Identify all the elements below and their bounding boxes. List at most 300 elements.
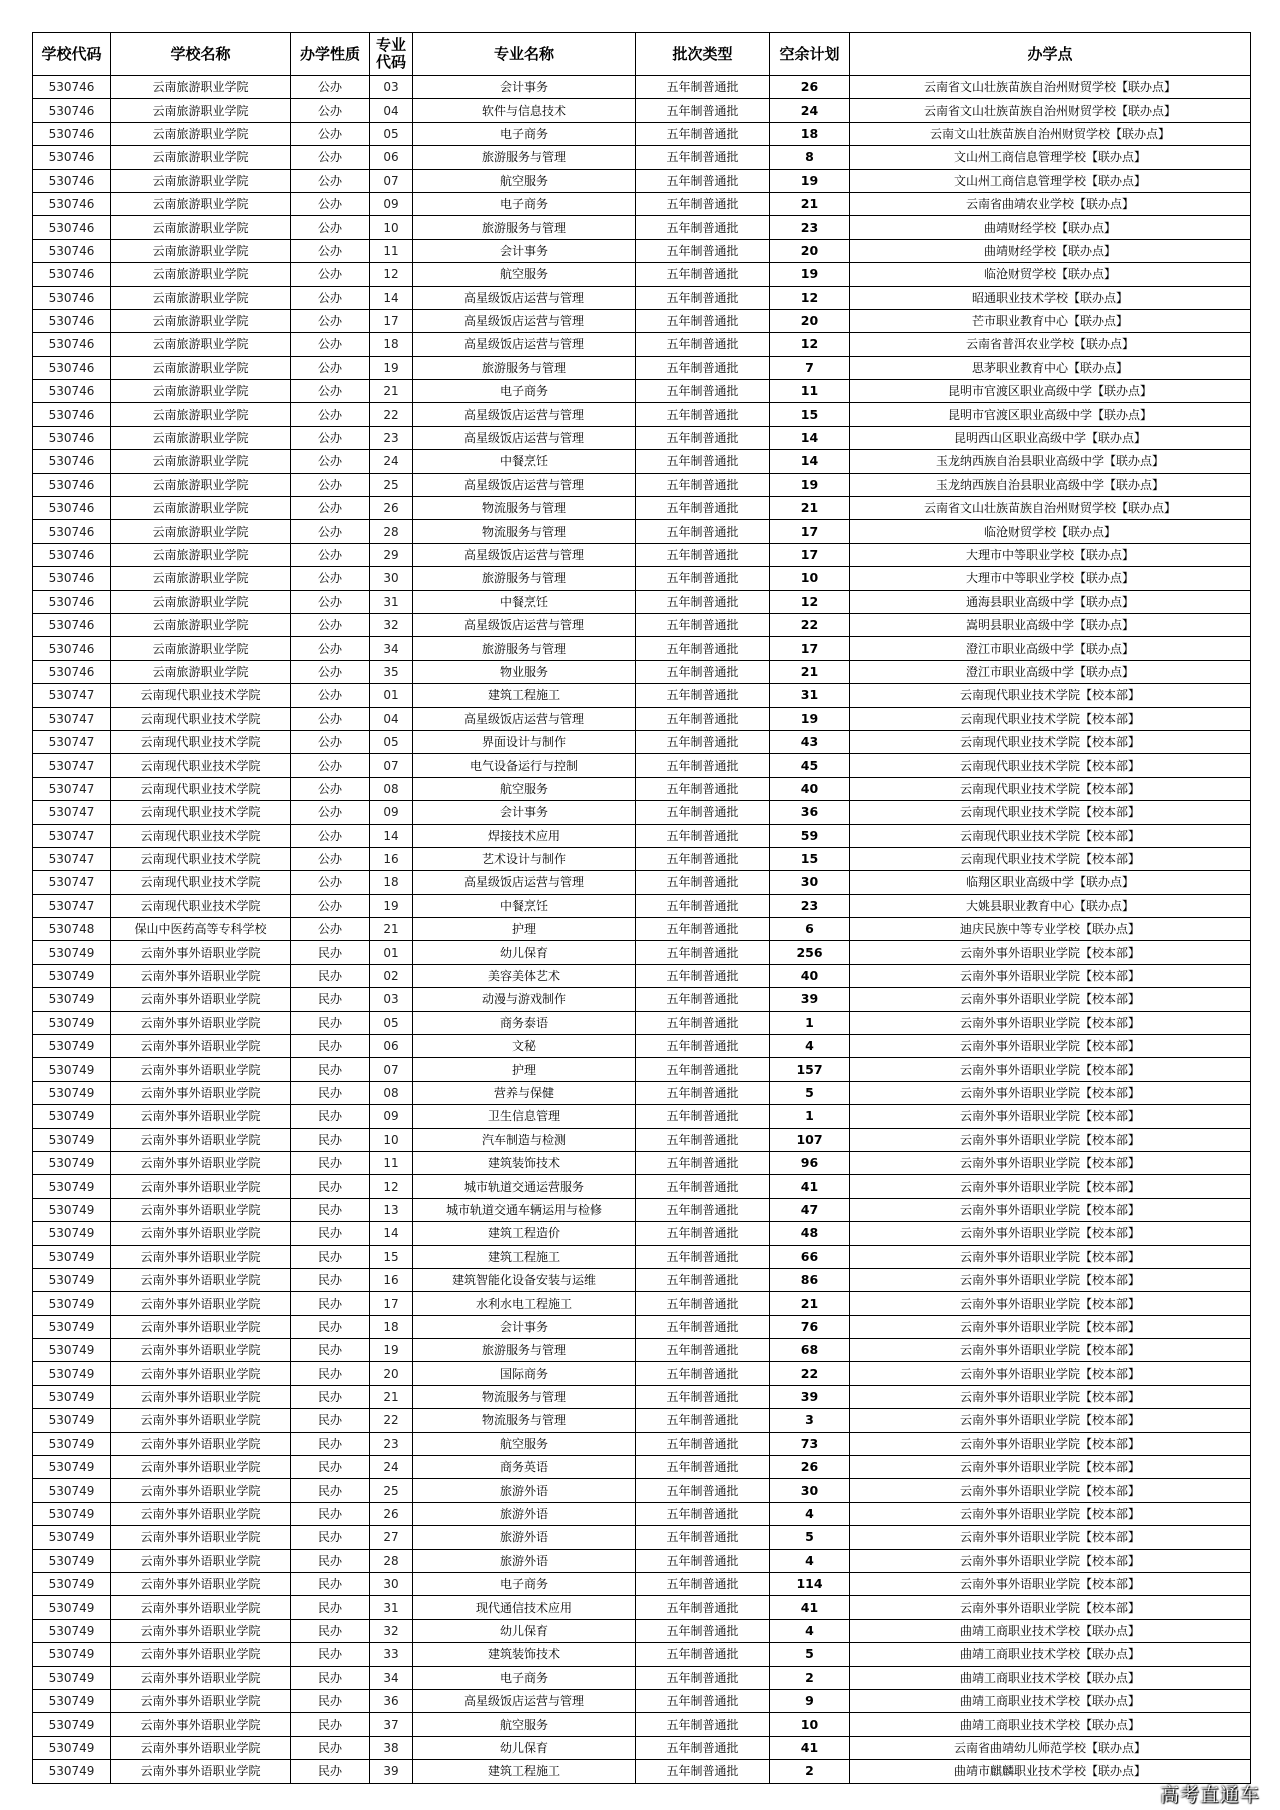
cell-campus: 曲靖财经学校【联办点】: [850, 216, 1251, 239]
cell-school-type: 民办: [291, 1128, 370, 1151]
cell-batch-type: 五年制普通批: [636, 1760, 770, 1783]
cell-campus: 云南外事外语职业学院【校本部】: [850, 1362, 1251, 1385]
cell-remaining-plan: 12: [770, 286, 850, 309]
cell-major-name: 建筑工程施工: [413, 1245, 636, 1268]
cell-batch-type: 五年制普通批: [636, 1502, 770, 1525]
cell-campus: 云南外事外语职业学院【校本部】: [850, 988, 1251, 1011]
cell-remaining-plan: 107: [770, 1128, 850, 1151]
cell-school-name: 云南外事外语职业学院: [111, 1011, 291, 1034]
cell-campus: 云南外事外语职业学院【校本部】: [850, 1222, 1251, 1245]
cell-remaining-plan: 4: [770, 1502, 850, 1525]
cell-school-type: 公办: [291, 473, 370, 496]
table-row: [33, 1713, 1251, 1736]
cell-remaining-plan: 19: [770, 263, 850, 286]
cell-school-code: 530746: [33, 637, 111, 660]
cell-major-code: 36: [370, 1689, 413, 1712]
cell-campus: 云南现代职业技术学院【校本部】: [850, 730, 1251, 753]
cell-campus: 云南外事外语职业学院【校本部】: [850, 1549, 1251, 1572]
cell-school-name: 云南外事外语职业学院: [111, 1058, 291, 1081]
table-row: [33, 1385, 1251, 1408]
cell-school-code: 530749: [33, 1502, 111, 1525]
cell-school-type: 民办: [291, 1175, 370, 1198]
cell-remaining-plan: 5: [770, 1643, 850, 1666]
table-row: [33, 1011, 1251, 1034]
cell-school-code: 530749: [33, 1549, 111, 1572]
cell-major-name: 航空服务: [413, 1713, 636, 1736]
cell-school-type: 民办: [291, 1385, 370, 1408]
table-row: [33, 76, 1251, 99]
cell-school-type: 民办: [291, 1292, 370, 1315]
cell-major-code: 26: [370, 1502, 413, 1525]
cell-school-code: 530746: [33, 380, 111, 403]
cell-batch-type: 五年制普通批: [636, 1292, 770, 1315]
cell-major-name: 建筑智能化设备安装与运维: [413, 1268, 636, 1291]
cell-major-code: 26: [370, 497, 413, 520]
cell-major-name: 焊接技术应用: [413, 824, 636, 847]
cell-major-code: 09: [370, 192, 413, 215]
table-row: [33, 660, 1251, 683]
table-row: [33, 122, 1251, 145]
cell-school-type: 民办: [291, 1362, 370, 1385]
table-row: [33, 777, 1251, 800]
cell-major-name: 电子商务: [413, 1666, 636, 1689]
cell-campus: 云南现代职业技术学院【校本部】: [850, 824, 1251, 847]
cell-batch-type: 五年制普通批: [636, 309, 770, 332]
table-row: [33, 1736, 1251, 1759]
cell-major-code: 31: [370, 1596, 413, 1619]
cell-school-name: 云南旅游职业学院: [111, 380, 291, 403]
cell-batch-type: 五年制普通批: [636, 824, 770, 847]
cell-batch-type: 五年制普通批: [636, 1385, 770, 1408]
cell-school-code: 530749: [33, 1526, 111, 1549]
cell-major-name: 旅游服务与管理: [413, 1339, 636, 1362]
cell-remaining-plan: 26: [770, 1456, 850, 1479]
cell-major-name: 会计事务: [413, 801, 636, 824]
cell-major-name: 建筑装饰技术: [413, 1151, 636, 1174]
table-row: [33, 146, 1251, 169]
cell-school-type: 民办: [291, 1596, 370, 1619]
cell-school-name: 云南外事外语职业学院: [111, 1456, 291, 1479]
cell-school-name: 云南旅游职业学院: [111, 99, 291, 122]
cell-campus: 云南现代职业技术学院【校本部】: [850, 777, 1251, 800]
cell-school-type: 民办: [291, 1713, 370, 1736]
cell-remaining-plan: 5: [770, 1081, 850, 1104]
cell-school-code: 530746: [33, 613, 111, 636]
cell-school-type: 民办: [291, 1689, 370, 1712]
table-row: [33, 403, 1251, 426]
cell-major-code: 18: [370, 1315, 413, 1338]
cell-remaining-plan: 40: [770, 777, 850, 800]
cell-school-name: 云南外事外语职业学院: [111, 1175, 291, 1198]
cell-school-type: 民办: [291, 1339, 370, 1362]
cell-school-type: 公办: [291, 894, 370, 917]
cell-major-name: 中餐烹饪: [413, 590, 636, 613]
cell-remaining-plan: 12: [770, 590, 850, 613]
cell-remaining-plan: 22: [770, 1362, 850, 1385]
cell-remaining-plan: 21: [770, 192, 850, 215]
cell-school-name: 云南旅游职业学院: [111, 286, 291, 309]
cell-school-name: 云南外事外语职业学院: [111, 1035, 291, 1058]
table-row: [33, 497, 1251, 520]
cell-school-type: 公办: [291, 637, 370, 660]
cell-school-type: 民办: [291, 1456, 370, 1479]
cell-major-code: 18: [370, 871, 413, 894]
cell-school-type: 公办: [291, 356, 370, 379]
cell-school-name: 云南旅游职业学院: [111, 76, 291, 99]
cell-campus: 芒市职业教育中心【联办点】: [850, 309, 1251, 332]
cell-major-name: 幼儿保育: [413, 1736, 636, 1759]
cell-batch-type: 五年制普通批: [636, 1058, 770, 1081]
cell-major-name: 物流服务与管理: [413, 520, 636, 543]
cell-school-name: 云南外事外语职业学院: [111, 1760, 291, 1783]
table-row: [33, 730, 1251, 753]
cell-school-code: 530746: [33, 99, 111, 122]
cell-batch-type: 五年制普通批: [636, 590, 770, 613]
cell-remaining-plan: 15: [770, 847, 850, 870]
cell-batch-type: 五年制普通批: [636, 76, 770, 99]
cell-remaining-plan: 5: [770, 1526, 850, 1549]
cell-school-name: 云南外事外语职业学院: [111, 1526, 291, 1549]
cell-campus: 云南外事外语职业学院【校本部】: [850, 1502, 1251, 1525]
cell-school-name: 云南外事外语职业学院: [111, 1222, 291, 1245]
cell-remaining-plan: 26: [770, 76, 850, 99]
cell-major-name: 物流服务与管理: [413, 497, 636, 520]
table-row: [33, 426, 1251, 449]
cell-batch-type: 五年制普通批: [636, 497, 770, 520]
cell-school-name: 云南旅游职业学院: [111, 239, 291, 262]
table-row: [33, 590, 1251, 613]
cell-campus: 嵩明县职业高级中学【联办点】: [850, 613, 1251, 636]
cell-campus: 云南外事外语职业学院【校本部】: [850, 1385, 1251, 1408]
table-row: [33, 684, 1251, 707]
header-major-name: 专业名称: [413, 33, 636, 76]
cell-school-name: 云南外事外语职业学院: [111, 1713, 291, 1736]
cell-major-name: 会计事务: [413, 239, 636, 262]
cell-remaining-plan: 23: [770, 216, 850, 239]
cell-major-code: 05: [370, 730, 413, 753]
cell-remaining-plan: 30: [770, 1479, 850, 1502]
cell-school-code: 530749: [33, 1081, 111, 1104]
cell-campus: 云南外事外语职业学院【校本部】: [850, 1105, 1251, 1128]
cell-major-code: 25: [370, 473, 413, 496]
table-row: [33, 1502, 1251, 1525]
table-row: [33, 1268, 1251, 1291]
cell-school-name: 云南外事外语职业学院: [111, 1736, 291, 1759]
cell-major-name: 高星级饭店运营与管理: [413, 333, 636, 356]
cell-school-type: 民办: [291, 988, 370, 1011]
cell-school-name: 云南旅游职业学院: [111, 613, 291, 636]
cell-major-name: 电气设备运行与控制: [413, 754, 636, 777]
cell-major-code: 15: [370, 1245, 413, 1268]
cell-batch-type: 五年制普通批: [636, 380, 770, 403]
cell-major-code: 27: [370, 1526, 413, 1549]
cell-school-type: 公办: [291, 239, 370, 262]
cell-remaining-plan: 157: [770, 1058, 850, 1081]
cell-remaining-plan: 73: [770, 1432, 850, 1455]
cell-school-type: 民办: [291, 1105, 370, 1128]
cell-school-name: 云南现代职业技术学院: [111, 824, 291, 847]
cell-major-code: 28: [370, 1549, 413, 1572]
cell-school-type: 公办: [291, 520, 370, 543]
cell-major-code: 29: [370, 543, 413, 566]
cell-school-name: 云南外事外语职业学院: [111, 1666, 291, 1689]
cell-major-code: 21: [370, 380, 413, 403]
cell-major-name: 航空服务: [413, 777, 636, 800]
cell-school-type: 民办: [291, 1011, 370, 1034]
table-row: [33, 1760, 1251, 1783]
cell-batch-type: 五年制普通批: [636, 988, 770, 1011]
cell-school-type: 民办: [291, 1526, 370, 1549]
cell-batch-type: 五年制普通批: [636, 403, 770, 426]
cell-campus: 云南外事外语职业学院【校本部】: [850, 1409, 1251, 1432]
cell-school-code: 530746: [33, 473, 111, 496]
cell-major-name: 物流服务与管理: [413, 1409, 636, 1432]
cell-major-code: 08: [370, 1081, 413, 1104]
cell-major-name: 文秘: [413, 1035, 636, 1058]
table-row: [33, 450, 1251, 473]
cell-school-name: 云南旅游职业学院: [111, 567, 291, 590]
table-row: [33, 988, 1251, 1011]
cell-remaining-plan: 17: [770, 637, 850, 660]
cell-campus: 云南外事外语职业学院【校本部】: [850, 1011, 1251, 1034]
cell-major-name: 航空服务: [413, 169, 636, 192]
cell-campus: 玉龙纳西族自治县职业高级中学【联办点】: [850, 473, 1251, 496]
cell-campus: 文山州工商信息管理学校【联办点】: [850, 146, 1251, 169]
cell-remaining-plan: 59: [770, 824, 850, 847]
cell-batch-type: 五年制普通批: [636, 1362, 770, 1385]
cell-batch-type: 五年制普通批: [636, 894, 770, 917]
table-row: [33, 964, 1251, 987]
cell-major-code: 03: [370, 76, 413, 99]
table-row: [33, 309, 1251, 332]
cell-campus: 临翔区职业高级中学【联办点】: [850, 871, 1251, 894]
cell-batch-type: 五年制普通批: [636, 1643, 770, 1666]
cell-campus: 昆明西山区职业高级中学【联办点】: [850, 426, 1251, 449]
cell-major-name: 会计事务: [413, 76, 636, 99]
cell-major-code: 07: [370, 754, 413, 777]
cell-major-name: 旅游外语: [413, 1479, 636, 1502]
cell-school-name: 云南旅游职业学院: [111, 216, 291, 239]
cell-school-type: 公办: [291, 76, 370, 99]
cell-major-code: 11: [370, 1151, 413, 1174]
cell-school-code: 530749: [33, 1385, 111, 1408]
cell-campus: 云南外事外语职业学院【校本部】: [850, 1035, 1251, 1058]
cell-campus: 云南外事外语职业学院【校本部】: [850, 1128, 1251, 1151]
cell-batch-type: 五年制普通批: [636, 918, 770, 941]
cell-batch-type: 五年制普通批: [636, 1573, 770, 1596]
cell-school-name: 云南旅游职业学院: [111, 333, 291, 356]
cell-school-type: 公办: [291, 333, 370, 356]
cell-major-name: 建筑工程造价: [413, 1222, 636, 1245]
cell-school-code: 530749: [33, 1643, 111, 1666]
table-row: [33, 1175, 1251, 1198]
cell-major-name: 高星级饭店运营与管理: [413, 707, 636, 730]
cell-major-code: 17: [370, 1292, 413, 1315]
cell-school-code: 530749: [33, 1573, 111, 1596]
cell-school-code: 530746: [33, 286, 111, 309]
table-row: [33, 613, 1251, 636]
table-row: [33, 1362, 1251, 1385]
table-row: [33, 1151, 1251, 1174]
cell-major-name: 航空服务: [413, 263, 636, 286]
table-row: [33, 380, 1251, 403]
cell-major-code: 16: [370, 1268, 413, 1291]
header-school-code: 学校代码: [33, 33, 111, 76]
cell-school-type: 公办: [291, 543, 370, 566]
cell-school-name: 云南外事外语职业学院: [111, 1502, 291, 1525]
cell-school-name: 云南旅游职业学院: [111, 426, 291, 449]
cell-batch-type: 五年制普通批: [636, 146, 770, 169]
cell-school-code: 530747: [33, 847, 111, 870]
cell-remaining-plan: 30: [770, 871, 850, 894]
cell-batch-type: 五年制普通批: [636, 1198, 770, 1221]
cell-school-type: 民办: [291, 1619, 370, 1642]
cell-school-name: 云南外事外语职业学院: [111, 1596, 291, 1619]
cell-remaining-plan: 66: [770, 1245, 850, 1268]
cell-school-type: 民办: [291, 1245, 370, 1268]
cell-major-code: 22: [370, 1409, 413, 1432]
table-row: [33, 637, 1251, 660]
cell-campus: 曲靖财经学校【联办点】: [850, 239, 1251, 262]
cell-school-name: 云南现代职业技术学院: [111, 871, 291, 894]
cell-school-name: 云南现代职业技术学院: [111, 777, 291, 800]
cell-school-type: 民办: [291, 1643, 370, 1666]
cell-major-name: 建筑工程施工: [413, 684, 636, 707]
cell-major-name: 电子商务: [413, 1573, 636, 1596]
cell-major-name: 商务泰语: [413, 1011, 636, 1034]
cell-remaining-plan: 1: [770, 1105, 850, 1128]
cell-major-name: 卫生信息管理: [413, 1105, 636, 1128]
cell-school-name: 云南外事外语职业学院: [111, 1362, 291, 1385]
cell-remaining-plan: 36: [770, 801, 850, 824]
cell-remaining-plan: 4: [770, 1035, 850, 1058]
cell-school-type: 民办: [291, 1409, 370, 1432]
cell-major-name: 高星级饭店运营与管理: [413, 871, 636, 894]
cell-major-name: 高星级饭店运营与管理: [413, 286, 636, 309]
cell-school-code: 530746: [33, 239, 111, 262]
watermark: 高考直通车: [1159, 1784, 1260, 1806]
cell-school-code: 530746: [33, 333, 111, 356]
cell-campus: 云南外事外语职业学院【校本部】: [850, 1315, 1251, 1338]
table-row: [33, 520, 1251, 543]
cell-major-name: 国际商务: [413, 1362, 636, 1385]
table-row: [33, 1689, 1251, 1712]
table-row: [33, 1198, 1251, 1221]
table-row: [33, 894, 1251, 917]
table-row: [33, 286, 1251, 309]
cell-major-code: 28: [370, 520, 413, 543]
cell-campus: 临沧财贸学校【联办点】: [850, 520, 1251, 543]
cell-major-code: 14: [370, 824, 413, 847]
cell-batch-type: 五年制普通批: [636, 1315, 770, 1338]
cell-batch-type: 五年制普通批: [636, 192, 770, 215]
cell-major-name: 商务英语: [413, 1456, 636, 1479]
cell-school-type: 民办: [291, 1573, 370, 1596]
cell-major-code: 30: [370, 567, 413, 590]
cell-batch-type: 五年制普通批: [636, 1245, 770, 1268]
table-row: [33, 1245, 1251, 1268]
cell-remaining-plan: 1: [770, 1011, 850, 1034]
cell-major-name: 高星级饭店运营与管理: [413, 613, 636, 636]
cell-remaining-plan: 17: [770, 520, 850, 543]
cell-remaining-plan: 7: [770, 356, 850, 379]
cell-remaining-plan: 39: [770, 988, 850, 1011]
table-row: [33, 1081, 1251, 1104]
cell-school-name: 云南外事外语职业学院: [111, 941, 291, 964]
cell-batch-type: 五年制普通批: [636, 847, 770, 870]
table-row: [33, 216, 1251, 239]
cell-school-name: 云南外事外语职业学院: [111, 1315, 291, 1338]
cell-batch-type: 五年制普通批: [636, 684, 770, 707]
cell-campus: 云南现代职业技术学院【校本部】: [850, 684, 1251, 707]
cell-remaining-plan: 20: [770, 239, 850, 262]
cell-school-type: 公办: [291, 777, 370, 800]
cell-school-type: 民办: [291, 1432, 370, 1455]
cell-campus: 云南文山壮族苗族自治州财贸学校【联办点】: [850, 122, 1251, 145]
cell-campus: 云南省曲靖幼儿师范学校【联办点】: [850, 1736, 1251, 1759]
cell-school-name: 云南旅游职业学院: [111, 169, 291, 192]
cell-major-code: 04: [370, 707, 413, 730]
cell-batch-type: 五年制普通批: [636, 1151, 770, 1174]
cell-remaining-plan: 4: [770, 1619, 850, 1642]
cell-batch-type: 五年制普通批: [636, 1432, 770, 1455]
cell-major-name: 艺术设计与制作: [413, 847, 636, 870]
cell-school-name: 保山中医药高等专科学校: [111, 918, 291, 941]
cell-campus: 云南现代职业技术学院【校本部】: [850, 754, 1251, 777]
cell-major-code: 17: [370, 309, 413, 332]
cell-major-code: 34: [370, 637, 413, 660]
cell-batch-type: 五年制普通批: [636, 263, 770, 286]
cell-batch-type: 五年制普通批: [636, 707, 770, 730]
cell-school-type: 民办: [291, 1035, 370, 1058]
cell-school-code: 530749: [33, 1175, 111, 1198]
cell-batch-type: 五年制普通批: [636, 286, 770, 309]
cell-major-name: 幼儿保育: [413, 941, 636, 964]
table-row: [33, 824, 1251, 847]
cell-school-code: 530746: [33, 543, 111, 566]
cell-school-code: 530749: [33, 1105, 111, 1128]
cell-school-code: 530747: [33, 801, 111, 824]
cell-batch-type: 五年制普通批: [636, 1268, 770, 1291]
cell-campus: 昭通职业技术学校【联办点】: [850, 286, 1251, 309]
cell-major-name: 营养与保健: [413, 1081, 636, 1104]
cell-school-code: 530746: [33, 590, 111, 613]
cell-campus: 曲靖工商职业技术学校【联办点】: [850, 1643, 1251, 1666]
cell-school-name: 云南外事外语职业学院: [111, 1619, 291, 1642]
cell-remaining-plan: 114: [770, 1573, 850, 1596]
cell-school-name: 云南旅游职业学院: [111, 590, 291, 613]
cell-school-name: 云南外事外语职业学院: [111, 1549, 291, 1572]
cell-remaining-plan: 19: [770, 473, 850, 496]
cell-batch-type: 五年制普通批: [636, 730, 770, 753]
cell-major-code: 23: [370, 426, 413, 449]
cell-school-code: 530749: [33, 1268, 111, 1291]
header-major-code: 专业 代码: [370, 33, 413, 76]
cell-major-code: 39: [370, 1760, 413, 1783]
cell-major-code: 19: [370, 894, 413, 917]
table-row: [33, 567, 1251, 590]
cell-school-type: 公办: [291, 754, 370, 777]
cell-school-name: 云南旅游职业学院: [111, 497, 291, 520]
cell-major-code: 05: [370, 122, 413, 145]
table-row: [33, 1456, 1251, 1479]
header-row: [33, 33, 1251, 76]
cell-major-code: 11: [370, 239, 413, 262]
cell-school-code: 530749: [33, 1362, 111, 1385]
cell-major-code: 06: [370, 146, 413, 169]
table-row: [33, 1035, 1251, 1058]
table-row: [33, 754, 1251, 777]
